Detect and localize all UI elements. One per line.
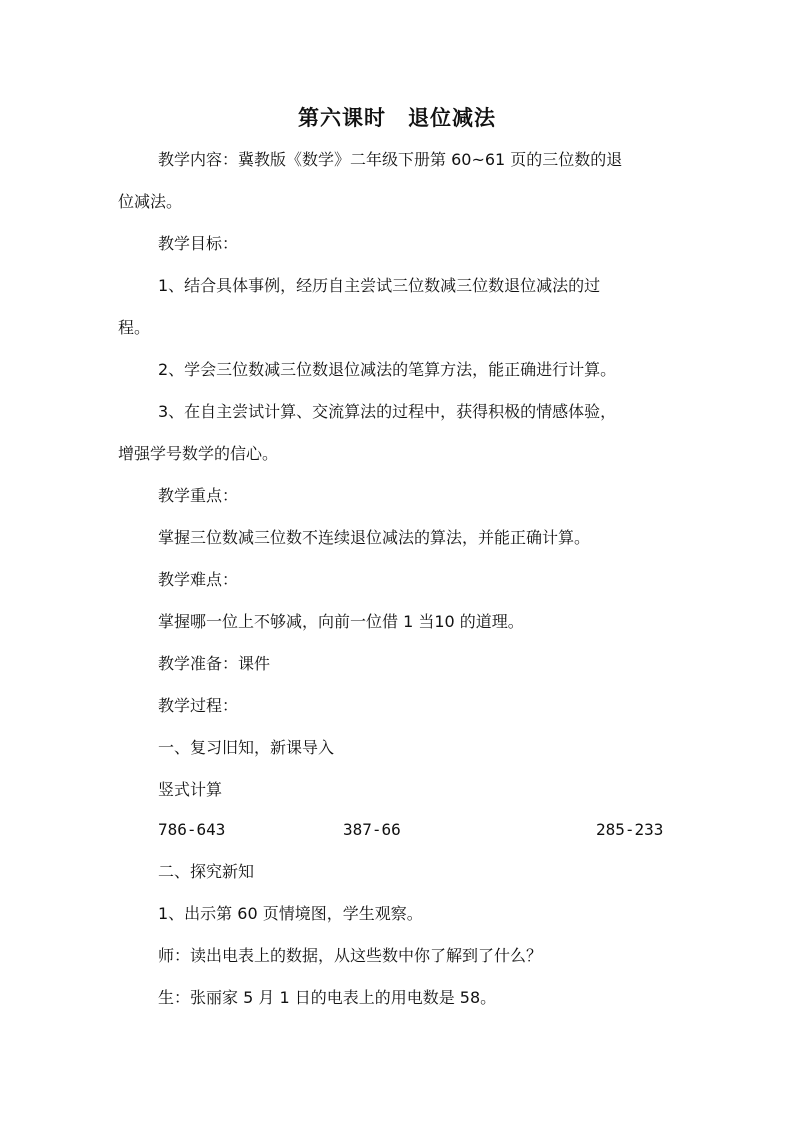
section-2-heading: 二、探究新知 — [158, 862, 255, 881]
process-heading: 教学过程： — [158, 696, 239, 715]
preparation: 教学准备：课件 — [158, 654, 271, 673]
calc-exercise-2: 387-66 — [343, 820, 401, 839]
teacher-question: 师：读出电表上的数据，从这些数中你了解到了什么？ — [158, 946, 543, 965]
section-1-heading: 一、复习旧知，新课导入 — [158, 738, 335, 757]
content-line-1: 教学内容：冀教版《数学》二年级下册第 60~61 页的三位数的退 — [158, 150, 623, 169]
key-points-text: 掌握三位数减三位数不连续退位减法的算法，并能正确计算。 — [158, 528, 591, 547]
student-answer: 生：张丽家 5 月 1 日的电表上的用电数是 58。 — [158, 988, 497, 1007]
vertical-calc-heading: 竖式计算 — [158, 780, 223, 799]
calc-exercise-3: 285-233 — [596, 820, 664, 839]
calc-exercise-1: 786-643 — [158, 820, 226, 839]
goal-3-line-1: 3、在自主尝试计算、交流算法的过程中，获得积极的情感体验， — [158, 402, 617, 421]
goal-3-line-2: 增强学号数学的信心。 — [118, 444, 279, 463]
key-points-heading: 教学重点： — [158, 486, 239, 505]
difficulty-text: 掌握哪一位上不够减，向前一位借 1 当10 的道理。 — [158, 612, 524, 631]
goal-1-line-1: 1、结合具体事例，经历自主尝试三位数减三位数退位减法的过 — [158, 276, 601, 295]
goal-2: 2、学会三位数减三位数退位减法的笔算方法，能正确进行计算。 — [158, 360, 617, 379]
goals-heading: 教学目标： — [158, 234, 239, 253]
page-title: 第六课时 退位减法 — [298, 105, 496, 130]
difficulty-heading: 教学难点： — [158, 570, 239, 589]
goal-1-line-2: 程。 — [118, 318, 151, 337]
content-line-2: 位减法。 — [118, 192, 183, 211]
step-1: 1、出示第 60 页情境图，学生观察。 — [158, 904, 423, 923]
